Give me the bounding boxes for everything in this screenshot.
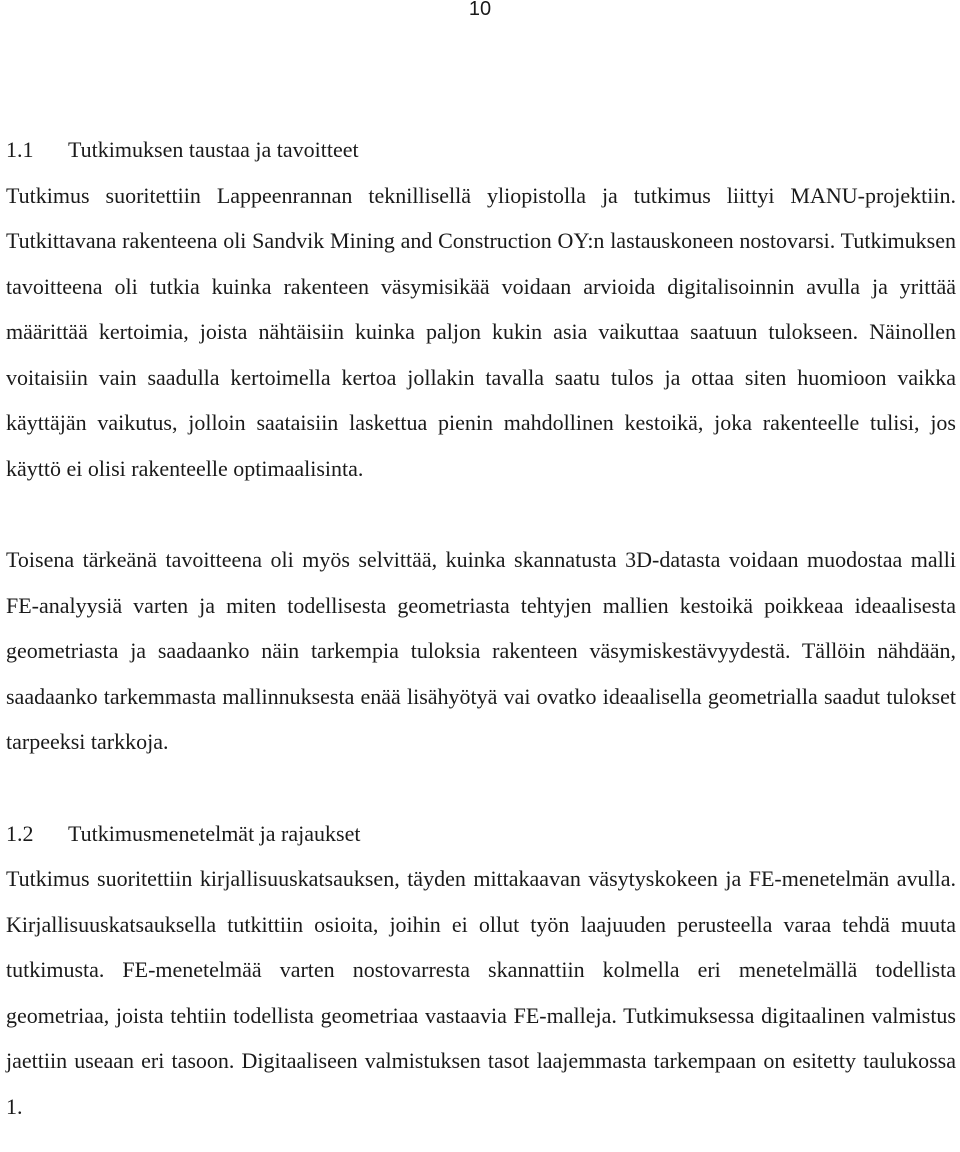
page-number: 10 (468, 0, 492, 20)
section-heading-1-1 (6, 127, 956, 173)
paragraph: Tutkimus suoritettiin kirjallisuuskatsauksen, täyden mittakaavan väsytyskokeen ja FE-menetelmän avulla. Kirjallisuuskatsauksella tutkittiin osioita, joihin ei ollut työn laajuuden perusteella varaa tehdä muuta tutkimusta. FE-menetelmää varten nostovarresta skannattiin kolmella eri menetelmällä todellista geometriaa, joista tehtiin todellista geometriaa vastaavia FE-malleja. Tutkimuksessa digitaalinen valmistus jaettiin useaan eri tasoon. Digitaaliseen valmistuksen tasot laajemmasta tarkempaan on esitetty taulukossa 1. (6, 866, 956, 1119)
section-title: Tutkimusmenetelmät ja rajaukset (68, 820, 361, 846)
section-number: 1.1 (6, 137, 34, 162)
document-body (6, 127, 956, 1129)
section-number: 1.2 (6, 820, 34, 846)
section-title: Tutkimuksen taustaa ja tavoitteet (68, 137, 359, 162)
section-spacer (6, 765, 956, 811)
paragraph: Tutkimus suoritettiin Lappeenrannan teknillisellä yliopistolla ja tutkimus liittyi MANU-projektiin. Tutkittavana rakenteena oli Sandvik Mining and Construction OY:n lastauskoneen nostovarsi. Tutkimuksen tavoitteena oli tutkia kuinka rakenteen väsymisikää voidaan arvioida digitalisoinnin avulla ja yrittää määrittää kertoimia, joista nähtäisiin kuinka paljon kukin asia vaikuttaa saatuun tulokseen. Näinollen voitaisiin vain saadulla kertoimella kertoa jollakin tavalla saatu tulos ja ottaa siten huomioon vaikka käyttäjän vaikutus, jolloin saataisiin laskettua pienin mahdollinen kestoikä, joka rakenteelle tulisi, jos käyttö ei olisi rakenteelle optimaalisinta. (6, 182, 956, 481)
section-heading-1-2 (6, 811, 956, 857)
paragraph-spacer (6, 491, 956, 537)
paragraph: Toisena tärkeänä tavoitteena oli myös selvittää, kuinka skannatusta 3D-datasta voidaan muodostaa malli FE-analyysiä varten ja miten todellisesta geometriasta tehtyjen mallien kestoikä poikkeaa ideaalisesta geometriasta ja saadaanko näin tarkempia tuloksia rakenteen väsymiskestävyydestä. Tällöin nähdään, saadaanko tarkemmasta mallinnuksesta enää lisähyötyä vai ovatko ideaalisella geometrialla saadut tulokset tarpeeksi tarkkoja. (6, 547, 956, 754)
